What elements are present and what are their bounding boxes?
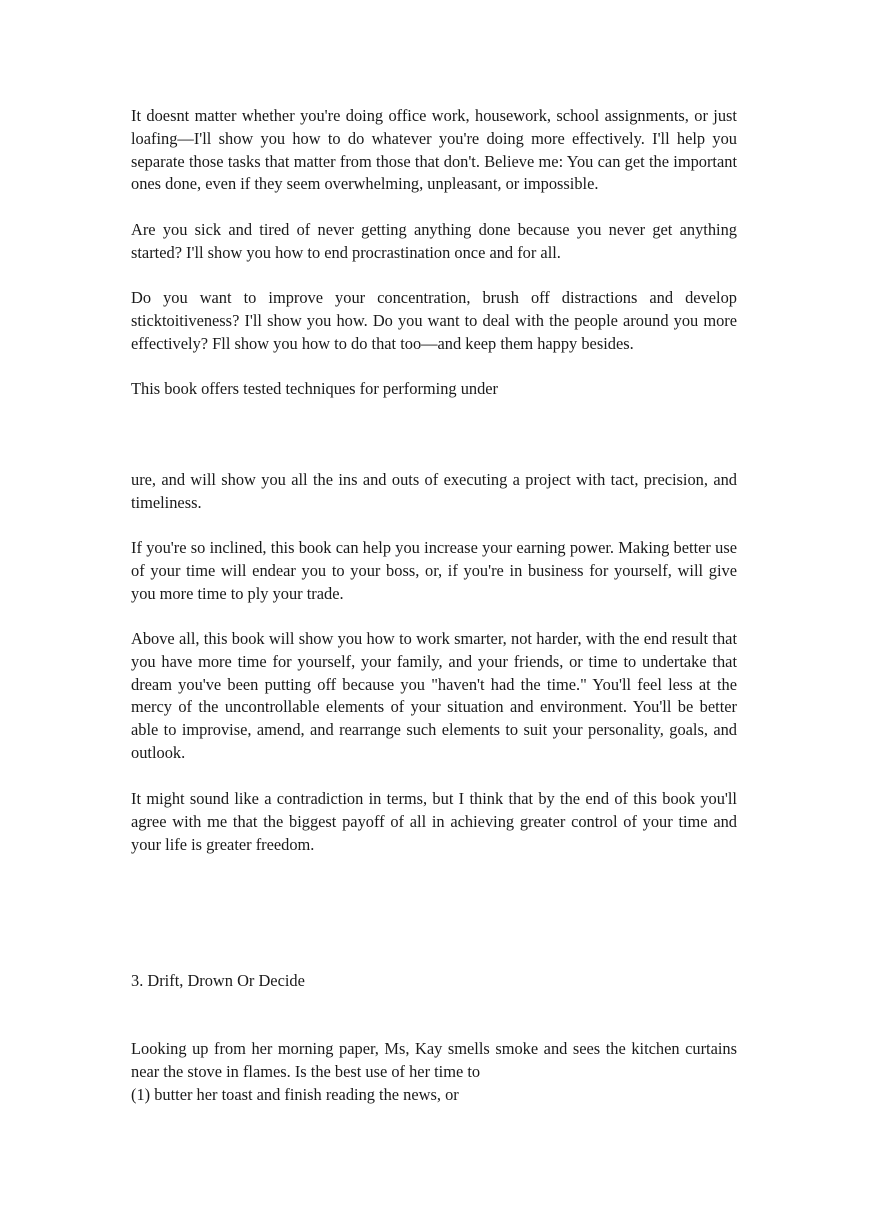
paragraph-earning-power: If you're so inclined, this book can help you increase your earning power. Making better use of your time will endear you to your boss, or, if you're in business for yourself, will give you more time to ply your trade. (131, 538, 737, 603)
chapter-heading: 3. Drift, Drown Or Decide (131, 971, 305, 990)
paragraph-concentration: Do you want to improve your concentration, brush off distractions and develop sticktoitiveness? I'll show you how. Do you want to deal with the people around you more effectively? Fll show you how to do that too—and keep them happy besides. (131, 288, 737, 353)
paragraph-freedom: It might sound like a contradiction in terms, but I think that by the end of this book you'll agree with me that the biggest payoff of all in achieving greater control of your time and your life is greater freedom. (131, 789, 737, 854)
paragraph-execution: ure, and will show you all the ins and outs of executing a project with tact, precision, and timeliness. (131, 470, 737, 512)
paragraph-option-one: (1) butter her toast and finish reading the news, or (131, 1085, 459, 1104)
paragraph-kitchen-fire: Looking up from her morning paper, Ms, Kay smells smoke and sees the kitchen curtains near the stove in flames. Is the best use of her time to (131, 1039, 737, 1081)
paragraph-work-smarter: Above all, this book will show you how to work smarter, not harder, with the end result that you have more time for yourself, your family, and your friends, or time to undertake that dream you've been putting off because you "haven't had the time." You'll feel less at the mercy of the uncontrollable elements of your situation and environment. You'll be better able to improvise, amend, and rearrange such elements to suit your personality, goals, and outlook. (131, 629, 737, 762)
paragraph-effectiveness: It doesnt matter whether you're doing office work, housework, school assignments, or just loafing—I'll show you how to do whatever you're doing more effectively. I'll help you separate those tasks that matter from those that don't. Believe me: You can get the important ones done, even if they seem overwhelming, unpleasant, or impossible. (131, 106, 737, 194)
paragraph-procrastination: Are you sick and tired of never getting anything done because you never get anything started? I'll show you how to end procrastination once and for all. (131, 220, 737, 262)
paragraph-techniques: This book offers tested techniques for performing under (131, 379, 499, 398)
